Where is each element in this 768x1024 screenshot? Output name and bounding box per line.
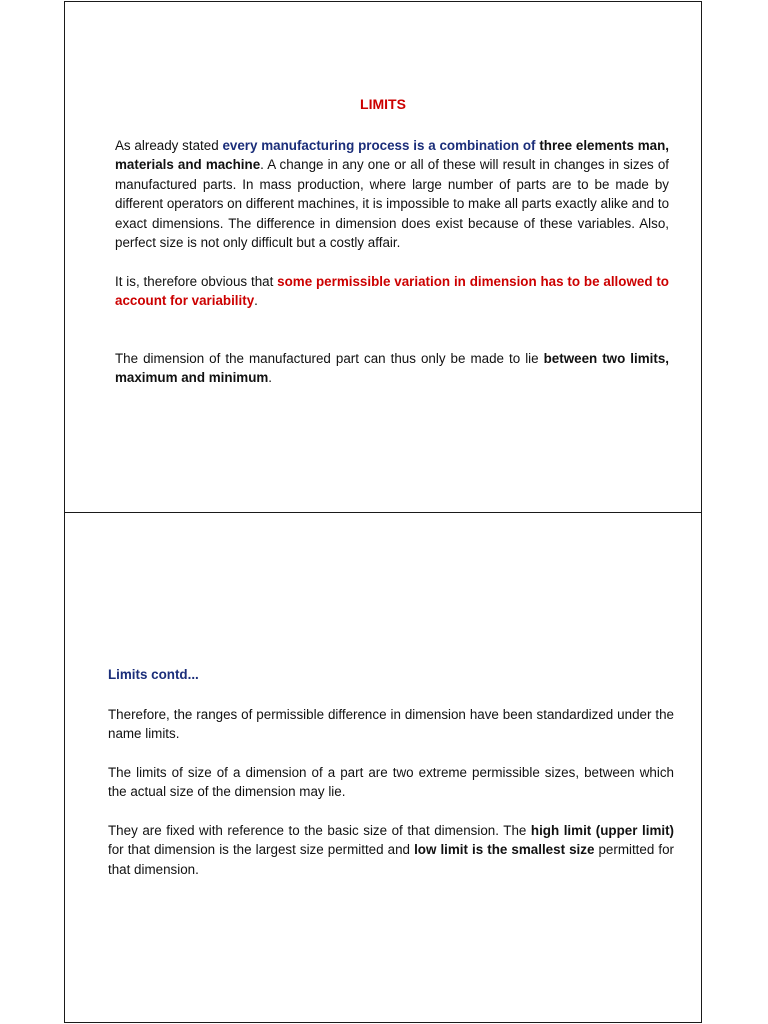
text-run: As already stated bbox=[115, 138, 223, 153]
text-run: for that dimension is the largest size permitted and bbox=[108, 842, 415, 858]
text-run: permitted for that dimension. bbox=[108, 842, 674, 877]
text-run: The dimension of the manufactured part can thus only be made to lie bbox=[115, 351, 544, 366]
slide-heading: Limits contd... bbox=[108, 667, 199, 682]
paragraph-permissible-variation bbox=[115, 272, 669, 311]
text-run: It is, therefore obvious that bbox=[115, 274, 278, 289]
highlight-bold: between two limits, maximum and minimum bbox=[115, 351, 670, 386]
highlight-red: some permissible variation in dimension has to be allowed to account for variability bbox=[115, 274, 669, 309]
highlight-bold: high limit (upper limit) bbox=[530, 823, 674, 838]
text-run: . bbox=[268, 370, 273, 386]
paragraph-two-limits bbox=[115, 349, 669, 388]
highlight-blue: every manufacturing process is a combination of bbox=[222, 138, 536, 153]
slide-limits bbox=[64, 1, 702, 513]
paragraph-high-low-limit bbox=[108, 821, 674, 879]
slide-title: LIMITS bbox=[360, 96, 406, 112]
paragraph-extreme-sizes: The limits of size of a dimension of a part are two extreme permissible sizes, between which the actual size of the dimension may lie. bbox=[108, 765, 674, 800]
paragraph-manufacturing-elements bbox=[115, 136, 669, 252]
text-run: They are fixed with reference to the basic size of that dimension. The bbox=[108, 823, 531, 838]
slide-limits-contd bbox=[64, 512, 702, 1023]
highlight-bold: low limit is the smallest size bbox=[414, 842, 595, 858]
text-run: . bbox=[254, 293, 258, 309]
paragraph-standardized-ranges: Therefore, the ranges of permissible difference in dimension have been standardized under the name limits. bbox=[108, 707, 674, 742]
text-run: . A change in any one or all of these will result in changes in sizes of manufactured parts. In mass production, where large number of parts are to be made by different operators on different machines, it is impossible to make all parts exactly alike and to exact dimensions. The difference in dimension does exist because of these variables. Also, perfect size is not only difficult but a costly affair. bbox=[115, 157, 670, 251]
highlight-bold: three elements man, materials and machine bbox=[115, 138, 669, 173]
